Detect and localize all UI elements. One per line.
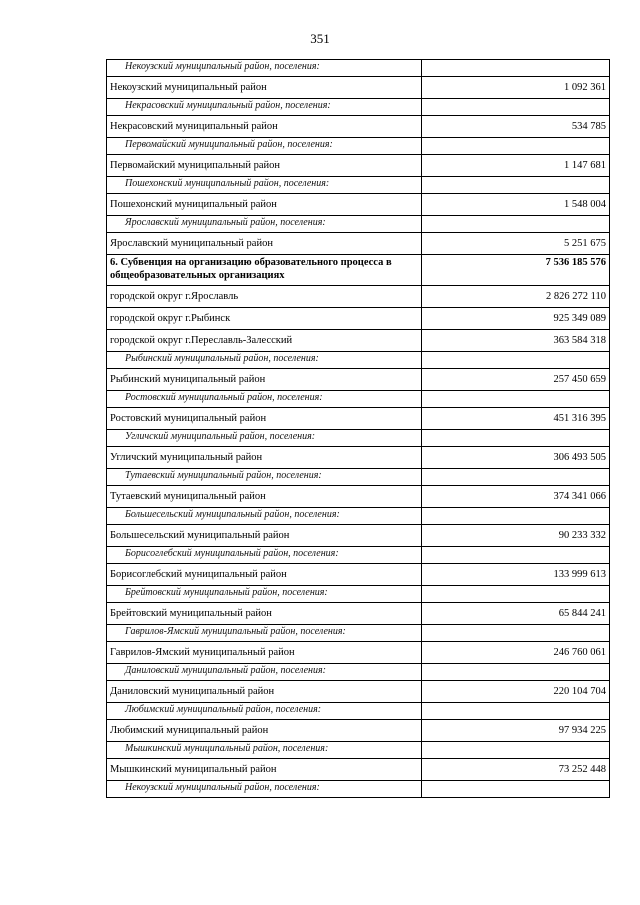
row-name: Любимский муниципальный район bbox=[107, 720, 422, 742]
budget-table-body bbox=[107, 60, 610, 798]
row-amount bbox=[422, 60, 610, 77]
row-amount: 65 844 241 bbox=[422, 603, 610, 625]
row-amount: 534 785 bbox=[422, 116, 610, 138]
row-name: Борисоглебский муниципальный район bbox=[107, 564, 422, 586]
row-name: Некрасовский муниципальный район bbox=[107, 116, 422, 138]
row-name: Гаврилов-Ямский муниципальный район, поселения: bbox=[107, 625, 422, 642]
settlement-header-row bbox=[107, 60, 610, 77]
row-name: Некрасовский муниципальный район, поселения: bbox=[107, 99, 422, 116]
row-name: Ярославский муниципальный район bbox=[107, 233, 422, 255]
row-amount: 90 233 332 bbox=[422, 525, 610, 547]
row-name: Некоузский муниципальный район bbox=[107, 77, 422, 99]
row-amount bbox=[422, 508, 610, 525]
table-row bbox=[107, 642, 610, 664]
table-row bbox=[107, 77, 610, 99]
row-amount bbox=[422, 742, 610, 759]
row-name: Брейтовский муниципальный район, поселения: bbox=[107, 586, 422, 603]
row-name: городской округ г.Рыбинск bbox=[107, 308, 422, 330]
row-amount bbox=[422, 138, 610, 155]
row-amount: 1 548 004 bbox=[422, 194, 610, 216]
row-amount bbox=[422, 781, 610, 798]
row-amount bbox=[422, 352, 610, 369]
table-row bbox=[107, 720, 610, 742]
settlement-header-row bbox=[107, 216, 610, 233]
page-number: 351 bbox=[310, 31, 330, 46]
table-row bbox=[107, 759, 610, 781]
row-name: Любимский муниципальный район, поселения: bbox=[107, 703, 422, 720]
settlement-header-row bbox=[107, 138, 610, 155]
row-amount bbox=[422, 99, 610, 116]
table-row bbox=[107, 233, 610, 255]
row-name: Некоузский муниципальный район, поселения: bbox=[107, 781, 422, 798]
row-name: 6. Субвенция на организацию образовательного процесса в общеобразовательных организациях bbox=[107, 255, 422, 286]
row-amount bbox=[422, 586, 610, 603]
row-name: Первомайский муниципальный район bbox=[107, 155, 422, 177]
row-name: Брейтовский муниципальный район bbox=[107, 603, 422, 625]
settlement-header-row bbox=[107, 547, 610, 564]
row-name: Пошехонский муниципальный район, поселения: bbox=[107, 177, 422, 194]
table-row bbox=[107, 486, 610, 508]
settlement-header-row bbox=[107, 508, 610, 525]
row-name: Угличский муниципальный район bbox=[107, 447, 422, 469]
row-amount: 1 092 361 bbox=[422, 77, 610, 99]
row-amount: 246 760 061 bbox=[422, 642, 610, 664]
row-name: Некоузский муниципальный район, поселения: bbox=[107, 60, 422, 77]
settlement-header-row bbox=[107, 177, 610, 194]
table-row bbox=[107, 286, 610, 308]
row-amount bbox=[422, 547, 610, 564]
settlement-header-row bbox=[107, 430, 610, 447]
row-amount: 7 536 185 576 bbox=[422, 255, 610, 286]
row-name: Первомайский муниципальный район, поселения: bbox=[107, 138, 422, 155]
row-amount: 451 316 395 bbox=[422, 408, 610, 430]
row-name: Ярославский муниципальный район, поселения: bbox=[107, 216, 422, 233]
budget-table bbox=[106, 59, 610, 798]
section-row bbox=[107, 255, 610, 286]
table-row bbox=[107, 116, 610, 138]
row-name: Большесельский муниципальный район, поселения: bbox=[107, 508, 422, 525]
row-amount: 220 104 704 bbox=[422, 681, 610, 703]
row-name: Тутаевский муниципальный район, поселения: bbox=[107, 469, 422, 486]
table-row bbox=[107, 681, 610, 703]
settlement-header-row bbox=[107, 664, 610, 681]
row-amount bbox=[422, 216, 610, 233]
table-row bbox=[107, 369, 610, 391]
settlement-header-row bbox=[107, 352, 610, 369]
table-row bbox=[107, 408, 610, 430]
row-amount bbox=[422, 469, 610, 486]
row-amount: 73 252 448 bbox=[422, 759, 610, 781]
row-name: Пошехонский муниципальный район bbox=[107, 194, 422, 216]
row-name: Даниловский муниципальный район bbox=[107, 681, 422, 703]
row-amount bbox=[422, 703, 610, 720]
row-amount: 306 493 505 bbox=[422, 447, 610, 469]
settlement-header-row bbox=[107, 742, 610, 759]
settlement-header-row bbox=[107, 469, 610, 486]
settlement-header-row bbox=[107, 703, 610, 720]
settlement-header-row bbox=[107, 586, 610, 603]
row-name: Даниловский муниципальный район, поселения: bbox=[107, 664, 422, 681]
row-amount: 97 934 225 bbox=[422, 720, 610, 742]
row-amount bbox=[422, 664, 610, 681]
settlement-header-row bbox=[107, 625, 610, 642]
row-amount: 1 147 681 bbox=[422, 155, 610, 177]
table-row bbox=[107, 447, 610, 469]
settlement-header-row bbox=[107, 391, 610, 408]
table-row bbox=[107, 194, 610, 216]
row-name: Гаврилов-Ямский муниципальный район bbox=[107, 642, 422, 664]
table-row bbox=[107, 603, 610, 625]
table-row bbox=[107, 525, 610, 547]
row-name: Борисоглебский муниципальный район, поселения: bbox=[107, 547, 422, 564]
row-amount: 925 349 089 bbox=[422, 308, 610, 330]
row-name: Большесельский муниципальный район bbox=[107, 525, 422, 547]
row-name: Рыбинский муниципальный район, поселения: bbox=[107, 352, 422, 369]
row-amount: 374 341 066 bbox=[422, 486, 610, 508]
row-amount: 133 999 613 bbox=[422, 564, 610, 586]
table-row bbox=[107, 155, 610, 177]
table-row bbox=[107, 564, 610, 586]
row-name: Ростовский муниципальный район bbox=[107, 408, 422, 430]
row-name: Мышкинский муниципальный район bbox=[107, 759, 422, 781]
table-row bbox=[107, 330, 610, 352]
row-amount: 2 826 272 110 bbox=[422, 286, 610, 308]
table-row bbox=[107, 308, 610, 330]
row-amount bbox=[422, 430, 610, 447]
row-name: Тутаевский муниципальный район bbox=[107, 486, 422, 508]
row-name: городской округ г.Ярославль bbox=[107, 286, 422, 308]
row-amount: 363 584 318 bbox=[422, 330, 610, 352]
row-amount bbox=[422, 177, 610, 194]
row-name: Ростовский муниципальный район, поселения: bbox=[107, 391, 422, 408]
settlement-header-row bbox=[107, 99, 610, 116]
row-name: Мышкинский муниципальный район, поселения: bbox=[107, 742, 422, 759]
row-amount: 257 450 659 bbox=[422, 369, 610, 391]
row-amount: 5 251 675 bbox=[422, 233, 610, 255]
row-name: Угличский муниципальный район, поселения: bbox=[107, 430, 422, 447]
settlement-header-row bbox=[107, 781, 610, 798]
row-name: Рыбинский муниципальный район bbox=[107, 369, 422, 391]
row-name: городской округ г.Переславль-Залесский bbox=[107, 330, 422, 352]
row-amount bbox=[422, 391, 610, 408]
row-amount bbox=[422, 625, 610, 642]
